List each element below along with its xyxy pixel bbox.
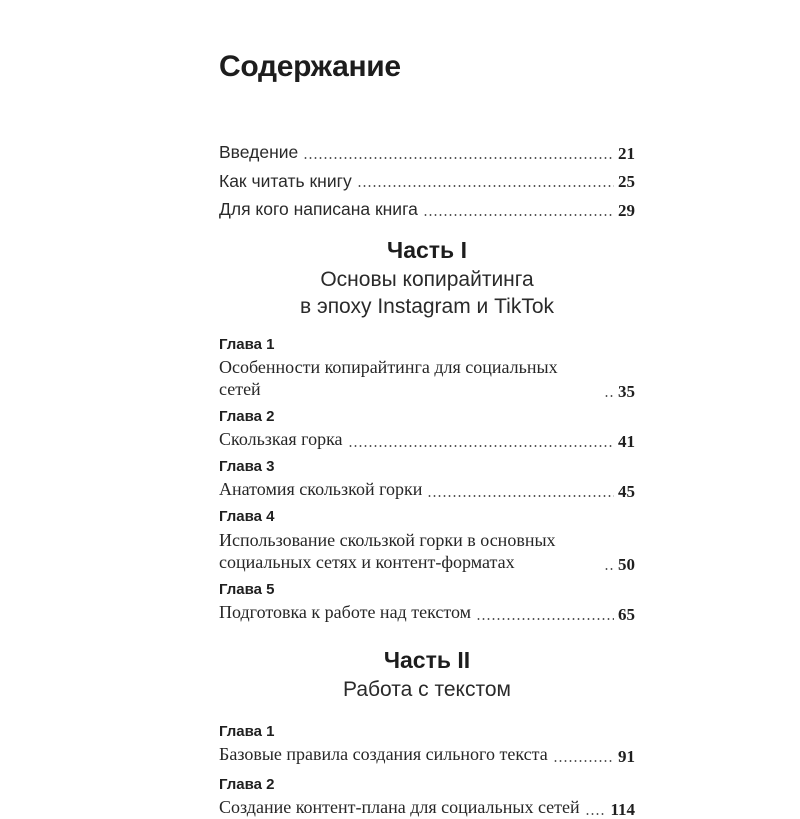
dotted-leader bbox=[476, 617, 614, 621]
part-subtitle bbox=[219, 266, 635, 320]
chapter-title: Создание контент-плана для социальных сетей bbox=[219, 797, 580, 818]
chapter-title: Подготовка к работе над текстом bbox=[219, 601, 472, 622]
part-subtitle-line: в эпоху Instagram и TikTok bbox=[299, 294, 555, 318]
dotted-leader bbox=[423, 213, 614, 217]
part-section-1 bbox=[219, 236, 635, 624]
chapter-entry bbox=[219, 723, 635, 765]
dotted-leader bbox=[427, 494, 614, 498]
part-heading: Часть I bbox=[387, 236, 467, 263]
chapter-label: Глава 1 bbox=[219, 722, 275, 740]
chapter-entry bbox=[219, 408, 635, 450]
chapter-label: Глава 3 bbox=[219, 458, 275, 475]
toc-entry bbox=[219, 170, 635, 191]
chapter-title-row bbox=[219, 478, 635, 500]
toc-entry bbox=[219, 201, 635, 219]
chapter-list bbox=[219, 723, 635, 819]
part-subtitle-line: Работа с текстом bbox=[343, 677, 511, 701]
dotted-leader bbox=[604, 394, 614, 398]
chapter-title: Скользкая горка bbox=[219, 429, 343, 449]
toc-entry-label: Для кого написана книга bbox=[219, 199, 418, 219]
chapter-title: Использование скользкой горки в основных социальных сетях и контент-форматах bbox=[219, 529, 556, 572]
dotted-leader bbox=[553, 759, 614, 763]
part-section-2 bbox=[219, 646, 635, 819]
chapter-title: Базовые правила создания сильного текста bbox=[219, 744, 548, 764]
chapter-title-row bbox=[219, 356, 635, 400]
dotted-leader bbox=[357, 184, 614, 188]
chapter-list bbox=[219, 336, 635, 623]
dotted-leader bbox=[348, 444, 614, 448]
part-subtitle-line: Основы копирайтинга bbox=[320, 267, 534, 291]
chapter-page: 91 bbox=[618, 747, 635, 766]
dotted-leader bbox=[585, 812, 607, 816]
chapter-entry bbox=[219, 336, 635, 400]
chapter-title: Особенности копирайтинга для социальных сетей bbox=[219, 356, 558, 399]
chapter-title-row bbox=[219, 601, 635, 623]
toc-entry-page: 29 bbox=[618, 200, 635, 220]
chapter-title-row bbox=[219, 529, 635, 573]
chapter-title: Анатомия скользкой горки bbox=[219, 479, 423, 500]
chapter-label: Глава 5 bbox=[219, 580, 275, 598]
toc-entry bbox=[219, 144, 635, 162]
chapter-title-row bbox=[219, 428, 635, 450]
part-heading: Часть II bbox=[383, 646, 471, 673]
page-title: Содержание bbox=[219, 50, 401, 83]
chapter-page: 114 bbox=[610, 800, 635, 819]
toc-page bbox=[219, 0, 635, 818]
chapter-page: 45 bbox=[618, 482, 635, 502]
chapter-title-row bbox=[219, 743, 635, 765]
chapter-page: 35 bbox=[618, 381, 635, 401]
chapter-page: 65 bbox=[618, 604, 635, 624]
toc-entry-page: 21 bbox=[618, 143, 635, 163]
toc-entry-label: Как читать книгу bbox=[219, 170, 352, 191]
chapter-title-row bbox=[219, 796, 635, 818]
chapter-entry bbox=[219, 581, 635, 623]
chapter-page: 41 bbox=[618, 432, 635, 451]
part-subtitle bbox=[219, 676, 635, 703]
chapter-page: 50 bbox=[618, 554, 635, 574]
chapter-entry bbox=[219, 458, 635, 500]
dotted-leader bbox=[303, 156, 614, 160]
front-matter-list bbox=[219, 144, 635, 219]
chapter-label: Глава 1 bbox=[219, 335, 275, 353]
chapter-label: Глава 2 bbox=[219, 407, 275, 425]
toc-entry-label: Введение bbox=[219, 142, 299, 162]
chapter-entry bbox=[219, 508, 635, 572]
chapter-label: Глава 2 bbox=[219, 776, 275, 793]
chapter-label: Глава 4 bbox=[219, 508, 275, 526]
dotted-leader bbox=[604, 567, 614, 571]
toc-entry-page: 25 bbox=[618, 172, 635, 191]
chapter-entry bbox=[219, 776, 635, 818]
